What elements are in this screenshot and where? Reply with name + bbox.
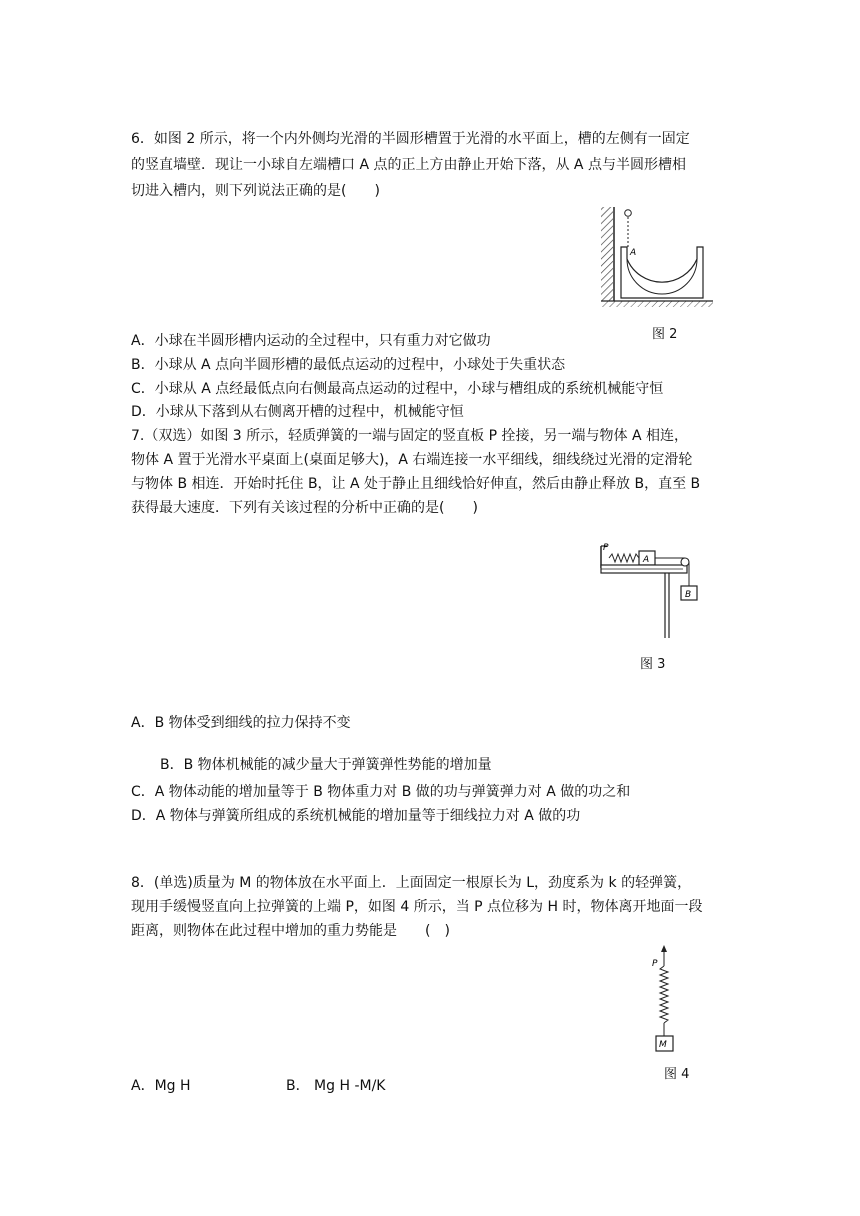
- figure-3-label-b: B: [685, 590, 692, 600]
- q7-option-d: D．A 物体与弹簧所组成的系统机械能的增加量等于细线拉力对 A 做的功: [131, 808, 581, 824]
- figure-3-label-p: P: [603, 543, 609, 553]
- figure-4-caption: 图 4: [664, 1067, 690, 1082]
- figure-4-label-p: P: [652, 959, 658, 969]
- figure-2-caption: 图 2: [652, 327, 678, 342]
- q6-option-d: D．小球从下落到从右侧离开槽的过程中，机械能守恒: [131, 404, 464, 420]
- figure-3-caption: 图 3: [640, 657, 666, 672]
- figure-3-label-a: A: [643, 555, 650, 565]
- q6-option-c: C．小球从 A 点经最低点向右侧最高点运动的过程中，小球与槽组成的系统机械能守恒: [131, 381, 664, 397]
- figure-2-half-pipe-diagram: [600, 203, 715, 308]
- q6-text-line-1: 6．如图 2 所示，将一个内外侧均光滑的半圆形槽置于光滑的水平面上，槽的左侧有一固定: [131, 131, 690, 147]
- q7-text-line-2: 物体 A 置于光滑水平桌面上(桌面足够大)，A 右端连接一水平细线，细线绕过光滑的定滑轮: [131, 452, 693, 468]
- q7-option-b: B．B 物体机械能的减少量大于弹簧弹性势能的增加量: [160, 757, 492, 773]
- q6-text-line-3: 切进入槽内，则下列说法正确的是( ): [131, 183, 380, 199]
- figure-3-spring-pulley-diagram: [595, 538, 710, 642]
- figure-2-label-a: A: [630, 248, 637, 258]
- figure-4-label-m: M: [659, 1040, 667, 1050]
- q6-option-b: B．小球从 A 点向半圆形槽的最低点运动的过程中，小球处于失重状态: [131, 357, 566, 373]
- q7-text-line-4: 获得最大速度．下列有关该过程的分析中正确的是( ): [131, 500, 478, 516]
- q7-text-line-3: 与物体 B 相连．开始时托住 B，让 A 处于静止且细线恰好伸直，然后由静止释放 B，直至 B: [131, 476, 701, 492]
- figure-4-vertical-spring-diagram: [648, 944, 678, 1058]
- q6-option-a: A．小球在半圆形槽内运动的全过程中，只有重力对它做功: [131, 333, 491, 349]
- q8-option-a: A．Mg H: [131, 1078, 191, 1094]
- q7-text-line-1: 7.（双选）如图 3 所示，轻质弹簧的一端与固定的竖直板 P 拴接，另一端与物体 A 相连，: [131, 428, 688, 444]
- q8-text-line-1: 8．(单选)质量为 M 的物体放在水平面上．上面固定一根原长为 L，劲度系为 k 的轻弹簧，: [131, 875, 692, 891]
- q6-text-line-2: 的竖直墙壁．现让一小球自左端槽口 A 点的正上方由静止开始下落，从 A 点与半圆形槽相: [131, 157, 686, 173]
- q8-text-line-3: 距离，则物体在此过程中增加的重力势能是 ( ): [131, 923, 450, 939]
- q7-option-c: C．A 物体动能的增加量等于 B 物体重力对 B 做的功与弹簧弹力对 A 做的功之和: [131, 784, 631, 800]
- q8-text-line-2: 现用手缓慢竖直向上拉弹簧的上端 P，如图 4 所示，当 P 点位移为 H 时，物体离开地面一段: [131, 899, 703, 915]
- q8-option-b: B． Mg H -M/K: [286, 1078, 386, 1094]
- q7-option-a: A．B 物体受到细线的拉力保持不变: [131, 715, 351, 731]
